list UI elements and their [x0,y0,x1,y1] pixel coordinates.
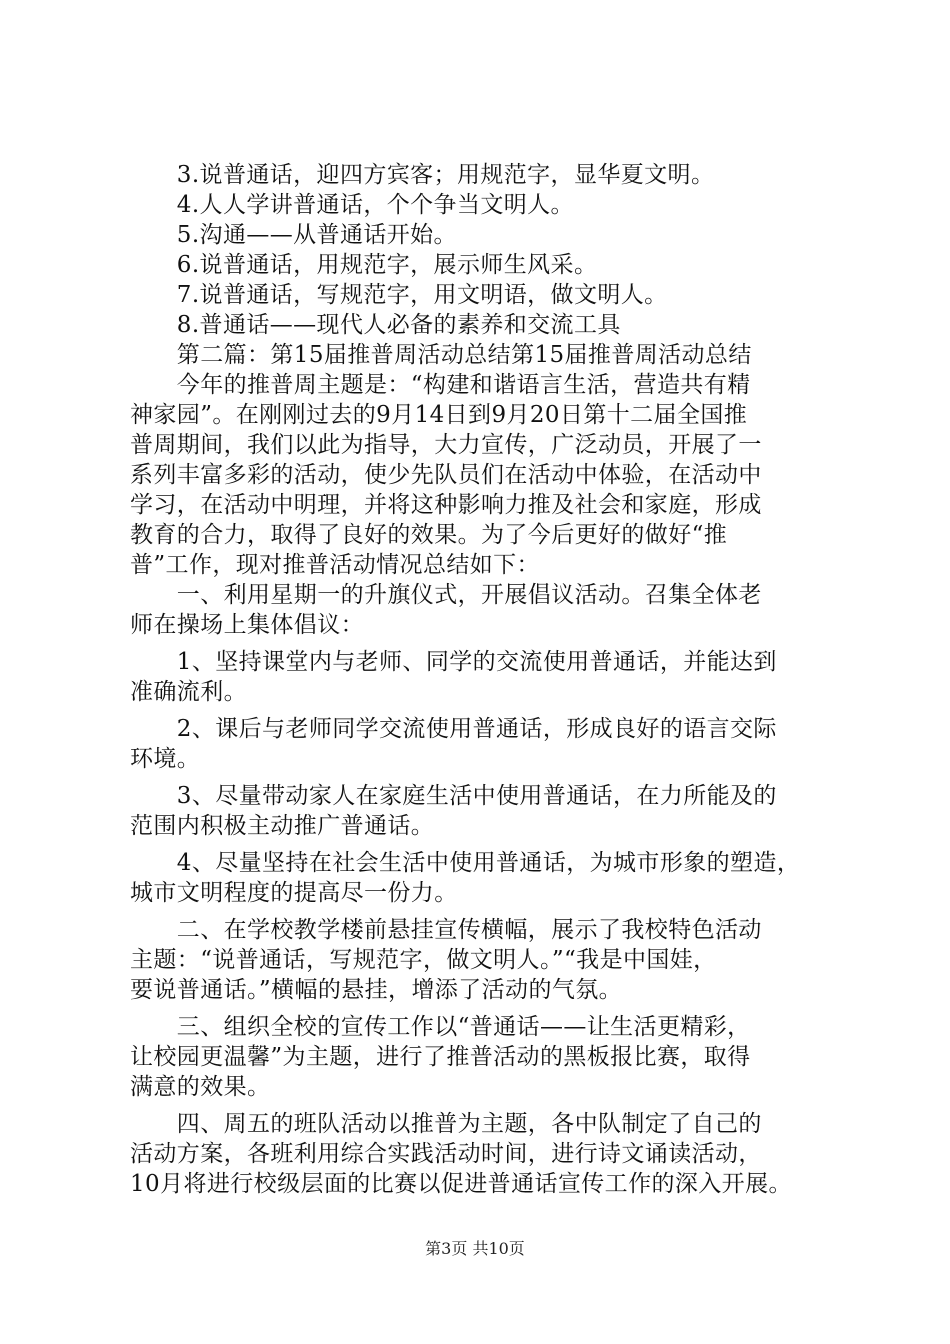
text-line: 三、组织全校的宣传工作以“普通话——让生活更精彩， [130,1014,751,1040]
text-line: 环境。 [130,746,201,772]
text-line: 4.人人学讲普通话，个个争当文明人。 [130,192,574,218]
text-line: 活动方案，各班利用综合实践活动时间，进行诗文诵读活动， [130,1141,762,1167]
text-line: 让校园更温馨”为主题，进行了推普活动的黑板报比赛，取得 [130,1044,751,1070]
text-line: 二、在学校教学楼前悬挂宣传横幅，展示了我校特色活动 [130,917,762,943]
text-line: 2、课后与老师同学交流使用普通话，形成良好的语言交际 [130,716,777,742]
text-line: 普”工作，现对推普活动情况总结如下： [130,552,540,578]
page-number-footer: 第3页 共10页 [425,1239,525,1258]
text-line: 5.沟通——从普通话开始。 [130,222,457,248]
text-line: 满意的效果。 [130,1074,271,1100]
text-line: 一、利用星期一的升旗仪式，开展倡议活动。召集全体老 [130,582,762,608]
document-body [130,160,830,1199]
text-line: 系列丰富多彩的活动，使少先队员们在活动中体验，在活动中 [130,462,762,488]
text-line: 教育的合力，取得了良好的效果。为了今后更好的做好“推 [130,522,728,548]
text-line: 普周期间，我们以此为指导，大力宣传，广泛动员，开展了一 [130,432,762,458]
text-line: 今年的推普周主题是：“构建和谐语言生活，营造共有精 [130,372,751,398]
text-line: 4、尽量坚持在社会生活中使用普通话，为城市形象的塑造， [130,850,801,876]
text-line: 3、尽量带动家人在家庭生活中使用普通话，在力所能及的 [130,783,777,809]
text-line: 城市文明程度的提高尽一份力。 [130,880,458,906]
text-line: 6.说普通话，用规范字，展示师生风采。 [130,252,598,278]
text-line: 范围内积极主动推广普通话。 [130,813,435,839]
text-line: 10月将进行校级层面的比赛以促进普通话宣传工作的深入开展。 [130,1171,792,1197]
text-line: 准确流利。 [130,679,247,705]
text-line: 主题：“说普通话，写规范字，做文明人。”“我是中国娃， [130,947,717,973]
text-line: 神家园”。在刚刚过去的9月14日到9月20日第十二届全国推 [130,402,748,428]
section-heading: 第二篇：第15届推普周活动总结第15届推普周活动总结 [130,342,752,368]
text-line: 1、坚持课堂内与老师、同学的交流使用普通话，并能达到 [130,649,777,675]
text-line: 8.普通话——现代人必备的素养和交流工具 [130,312,621,338]
text-line: 四、周五的班队活动以推普为主题，各中队制定了自己的 [130,1111,762,1137]
text-line: 师在操场上集体倡议： [130,612,364,638]
text-line: 要说普通话。”横幅的悬挂，增添了活动的气氛。 [130,977,623,1003]
text-line: 学习，在活动中明理，并将这种影响力推及社会和家庭，形成 [130,492,762,518]
text-line: 7.说普通话，写规范字，用文明语，做文明人。 [130,282,668,308]
text-line: 3.说普通话，迎四方宾客；用规范字，显华夏文明。 [130,162,715,188]
